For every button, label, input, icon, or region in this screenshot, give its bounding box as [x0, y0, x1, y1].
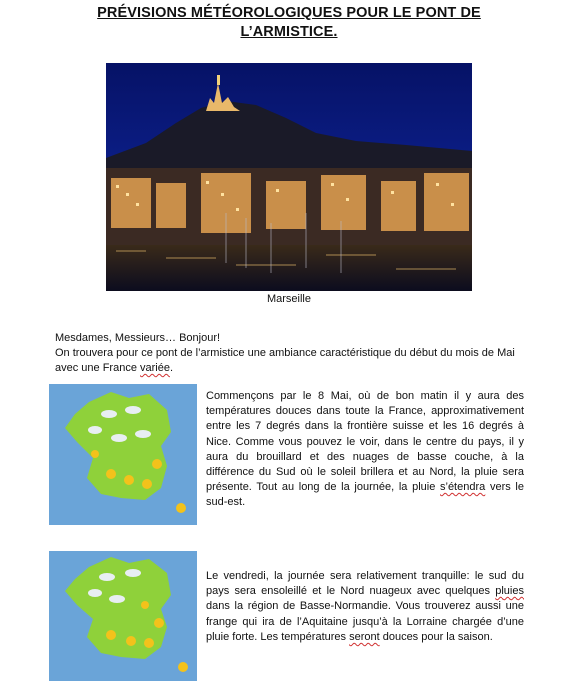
title-line-1: PRÉVISIONS MÉTÉOROLOGIQUES POUR LE PONT DE — [97, 5, 481, 21]
intro-paragraph: On trouvera pour ce pont de l’armistice une ambiance caractéristique du début du mois de Mai avec une France variée. — [55, 347, 515, 374]
intro-text — [55, 331, 525, 376]
marseille-photo — [106, 63, 472, 291]
greeting: Mesdames, Messieurs… Bonjour! — [55, 332, 221, 344]
title-line-2: L’ARMISTICE. — [240, 24, 338, 40]
photo-caption: Marseille — [266, 293, 311, 305]
page-title — [60, 4, 518, 42]
france-weather-map-2 — [49, 551, 197, 681]
france-weather-map-1 — [49, 384, 197, 525]
forecast-paragraph-2: Le vendredi, la journée sera relativement tranquille: le sud du pays sera ensoleillé et le Nord nuageux avec quelques pluies dans la région de Basse-Normandie. Vous trouverez aussi une frange qui ira de l’Aquitaine jusqu’à la Lorraine chargée d’une pluie forte. Les températures seront douces pour la saison. — [206, 570, 524, 643]
forecast-paragraph-1: Commençons par le 8 Mai, où de bon matin il y aura des températures douces dans toute la France, approximativement entre les 7 degrés dans la frontière suisse et les 16 degrés à Nice. Comme vous pouvez le voir, dans le centre du pays, il y aura du brouillard et des nuages de basse couche, à la différence du Sud où le soleil brillera et au Nord, la pluie sera présente. Tout au long de la journée, la pluie s’étendra vers le sud-est. — [206, 390, 524, 509]
